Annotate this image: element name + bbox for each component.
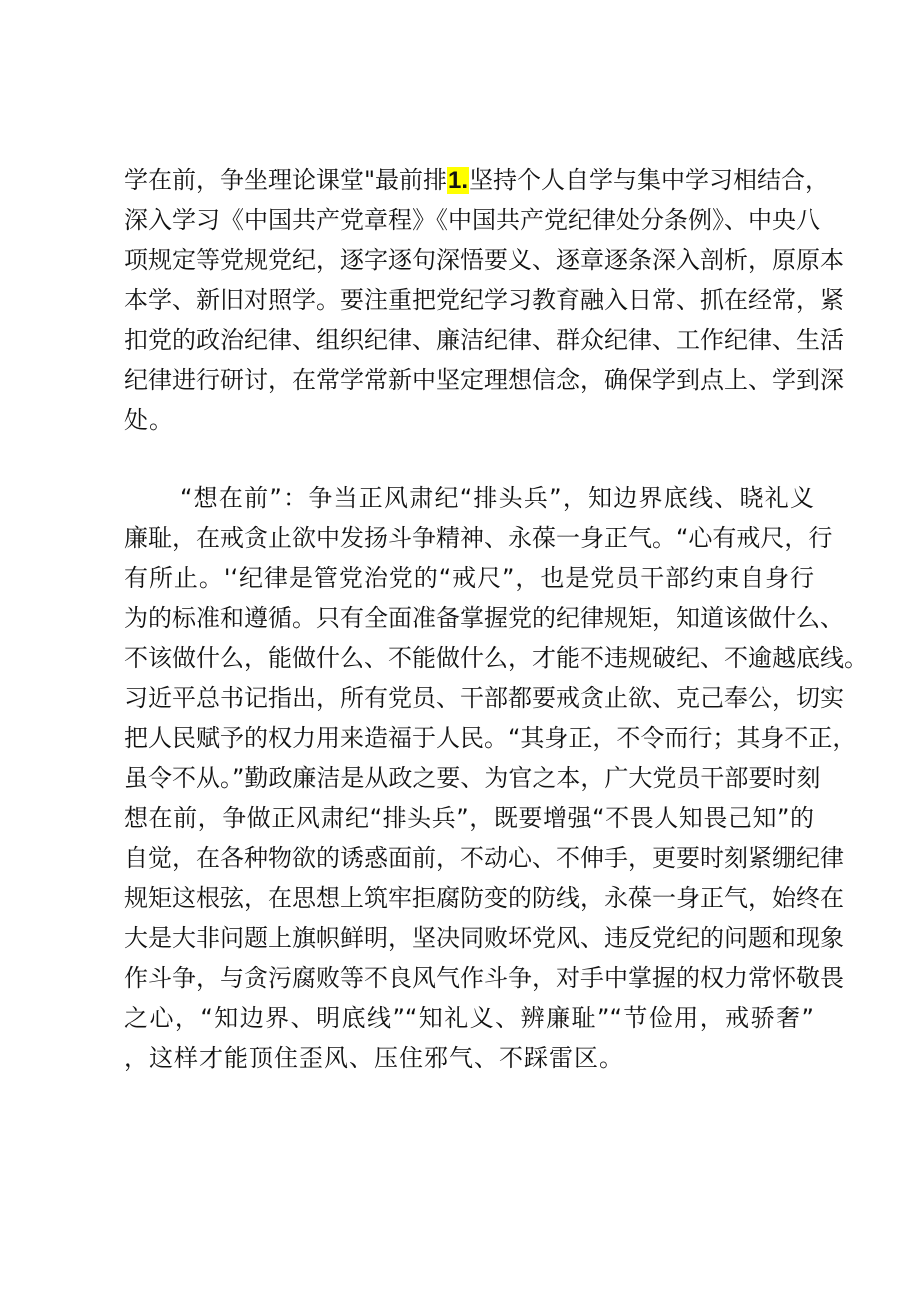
paragraph-line: 处。 bbox=[124, 406, 174, 434]
paragraph-line: 想在前，争做正风肃纪“排头兵”，既要增强“不畏人知畏己知”的 bbox=[124, 804, 814, 832]
paragraph-line: 廉耻，在戒贪止欲中发扬斗争精神、永葆一身正气。“心有戒尺，行 bbox=[124, 524, 833, 552]
paragraph-study-first bbox=[124, 160, 844, 440]
text-run: 坚持个人自学与集中学习相结合， bbox=[469, 166, 830, 194]
paragraph-line: 不该做什么，能做什么、不能做什么，才能不违规破纪、不逾越底线。 bbox=[124, 644, 868, 672]
paragraph-line bbox=[124, 160, 830, 200]
text-run: 学在前，争坐理论课堂"最前排 bbox=[124, 166, 448, 194]
paragraph-line: 本学、新旧对照学。要注重把党纪学习教育融入日常、抓在经常，紧 bbox=[124, 286, 844, 314]
paragraph-line: 作斗争，与贪污腐败等不良风气作斗争，对手中掌握的权力常怀敬畏 bbox=[124, 964, 844, 992]
paragraph-line: 深入学习《中国共产党章程》《中国共产党纪律处分条例》、中央八 bbox=[124, 206, 820, 234]
paragraph-line: 把人民赋予的权力用来造福于人民。“其身正，不令而行；其身不正， bbox=[124, 724, 857, 752]
paragraph-think-first bbox=[124, 478, 868, 1078]
paragraph-line: 项规定等党规党纪，逐字逐句深悟要义、逐章逐条深入剖析，原原本 bbox=[124, 246, 844, 274]
paragraph-line: 自觉，在各种物欲的诱惑面前，不动心、不伸手，更要时刻紧绷纪律 bbox=[124, 844, 844, 872]
paragraph-line: 大是大非问题上旗帜鲜明，坚决同败坏党风、违反党纪的问题和现象 bbox=[124, 924, 844, 952]
paragraph-line: 扣党的政治纪律、组织纪律、廉洁纪律、群众纪律、工作纪律、生活 bbox=[124, 326, 844, 354]
paragraph-line: ，这样才能顶住歪风、压住邪气、不踩雷区。 bbox=[124, 1044, 624, 1072]
paragraph-line: 为的标准和遵循。只有全面准备掌握党的纪律规矩，知道该做什么、 bbox=[124, 604, 844, 632]
paragraph-line: “想在前”：争当正风肃纪“排头兵”，知边界底线、晓礼义 bbox=[180, 484, 814, 512]
highlighted-list-marker: 1. bbox=[448, 167, 469, 194]
paragraph-line: 习近平总书记指出，所有党员、干部都要戒贪止欲、克己奉公，切实 bbox=[124, 684, 844, 712]
paragraph-line: 虽令不从。”勤政廉洁是从政之要、为官之本，广大党员干部要时刻 bbox=[124, 764, 821, 792]
paragraph-line: 纪律进行研讨，在常学常新中坚定理想信念，确保学到点上、学到深 bbox=[124, 366, 844, 394]
paragraph-line: 之心，“知边界、明底线”“知礼义、辨廉耻”“节俭用，戒骄奢” bbox=[124, 1004, 814, 1032]
paragraph-line: 规矩这根弦，在思想上筑牢拒腐防变的防线，永葆一身正气，始终在 bbox=[124, 884, 844, 912]
paragraph-line: 有所止。'‘纪律是管党治党的“戒尺”，也是党员干部约束自身行 bbox=[124, 564, 814, 592]
